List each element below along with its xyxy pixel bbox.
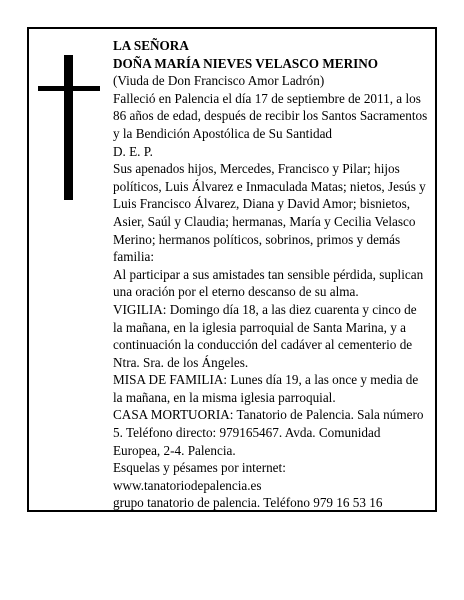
cross-vertical-bar bbox=[64, 55, 73, 200]
internet-line-1: Esquelas y pésames por internet: bbox=[113, 460, 286, 476]
title-line-1: LA SEÑORA bbox=[113, 38, 189, 53]
family-paragraph: Sus apenados hijos, Mercedes, Francisco y Pilar; hijos políticos, Luis Álvarez e Inmaculada Matas; nietos, Jesús y Luis Francisco Álvarez, Diana y David Amor; bisnietos, Asier, Saúl y Claudia; hermanas, María y Cecilia Velasco Merino; hermanos políticos, sobrinos, primos y demás familia: bbox=[113, 161, 426, 265]
website-link[interactable]: www.tanatoriodepalencia.es bbox=[113, 477, 262, 493]
funeral-home-paragraph: CASA MORTUORIA: Tanatorio de Palencia. Sala número 5. Teléfono directo: 979165467. Avda. Comunidad Europea, 2-4. Palencia. bbox=[113, 407, 424, 458]
rip-line: D. E. P. bbox=[113, 143, 153, 159]
cross-icon bbox=[38, 55, 100, 200]
funeral-group-phone: grupo tanatorio de palencia. Teléfono 979 16 53 16 bbox=[113, 495, 383, 511]
death-paragraph: Falleció en Palencia el día 17 de septiembre de 2011, a los 86 años de edad, después de recibir los Santos Sacramentos y la Bendición Apostólica de Su Santidad bbox=[113, 90, 428, 141]
cross-horizontal-bar bbox=[38, 86, 100, 91]
deceased-name: DOÑA MARÍA NIEVES VELASCO MERINO bbox=[113, 55, 379, 71]
prayer-paragraph: Al participar a sus amistades tan sensible pérdida, suplican una oración por el eterno descanso de su alma. bbox=[113, 266, 424, 300]
widow-of-line: (Viuda de Don Francisco Amor Ladrón) bbox=[113, 73, 325, 89]
vigil-paragraph: VIGILIA: Domingo día 18, a las diez cuarenta y cinco de la mañana, en la iglesia parroquial de Santa Marina, y a continuación la conducción del cadáver al cementerio de Ntra. Sra. de los Ángeles. bbox=[113, 301, 417, 370]
family-mass-paragraph: MISA DE FAMILIA: Lunes día 19, a las once y media de la mañana, en la misma iglesia parroquial. bbox=[113, 372, 419, 405]
obituary-text bbox=[113, 37, 428, 512]
